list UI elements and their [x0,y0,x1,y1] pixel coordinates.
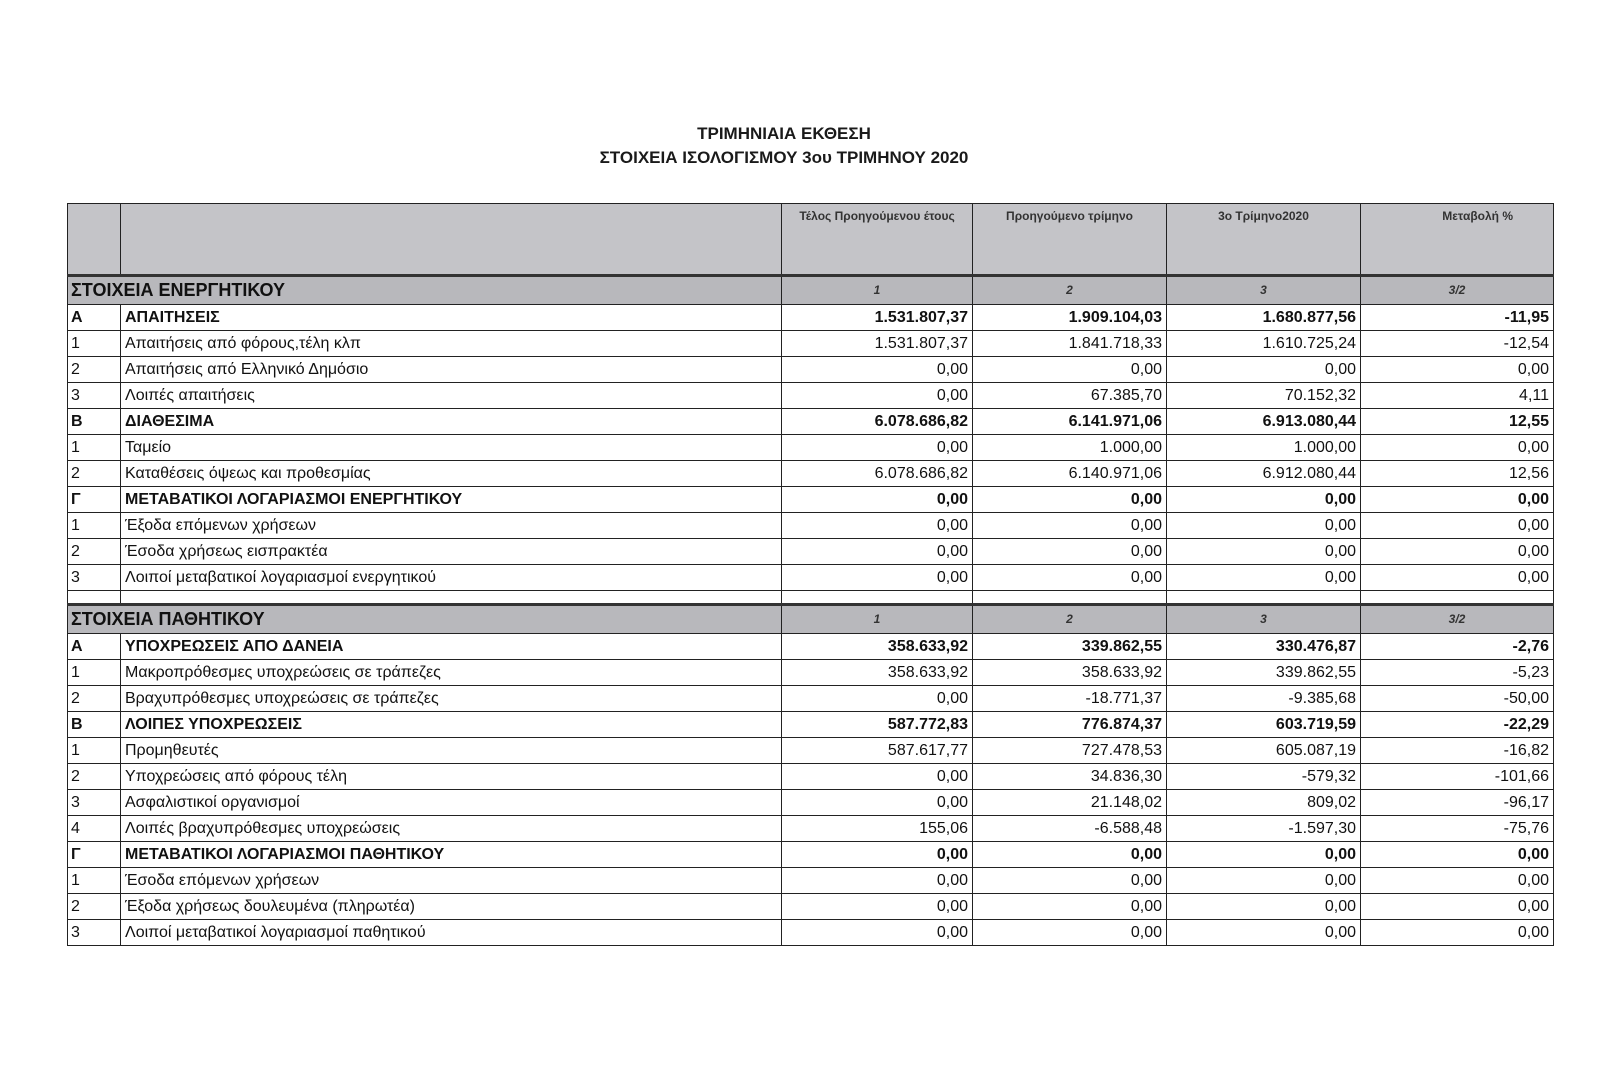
value-change-pct: -50,00 [1361,686,1554,712]
row-code: 4 [68,816,121,842]
value-prev-year-end: 358.633,92 [782,660,973,686]
line-item-row [68,331,1554,357]
value-prev-year-end: 358.633,92 [782,634,973,660]
row-label: Λοιπές βραχυπρόθεσμες υποχρεώσεις [121,816,782,842]
row-code: Γ [68,842,121,868]
line-item-row [68,920,1554,946]
row-label: ΑΠΑΙΤΗΣΕΙΣ [121,305,782,331]
value-prev-quarter: 21.148,02 [973,790,1167,816]
value-prev-quarter: -6.588,48 [973,816,1167,842]
line-item-row [68,513,1554,539]
column-index: 1 [782,276,973,305]
line-item-row [68,565,1554,591]
value-q3-2020: 1.680.877,56 [1167,305,1361,331]
value-change-pct: 0,00 [1361,357,1554,383]
value-change-pct: -5,23 [1361,660,1554,686]
spacer-row [68,591,1554,605]
value-prev-quarter: 0,00 [973,513,1167,539]
value-change-pct: -101,66 [1361,764,1554,790]
value-q3-2020: 6.912.080,44 [1167,461,1361,487]
column-index: 2 [973,276,1167,305]
row-code: 2 [68,357,121,383]
line-item-row [68,894,1554,920]
row-code: 3 [68,920,121,946]
value-prev-quarter: 0,00 [973,842,1167,868]
row-code: 1 [68,513,121,539]
value-prev-quarter: 0,00 [973,357,1167,383]
value-prev-year-end: 0,00 [782,686,973,712]
value-q3-2020: 0,00 [1167,357,1361,383]
report-title-line2: ΣΤΟΙΧΕΙΑ ΙΣΟΛΟΓΙΣΜΟΥ 3ου ΤΡΙΜΗΝΟΥ 2020 [599,148,969,167]
value-q3-2020: -9.385,68 [1167,686,1361,712]
row-code: Β [68,409,121,435]
value-prev-year-end: 0,00 [782,790,973,816]
value-q3-2020: 0,00 [1167,513,1361,539]
column-index: 3 [1167,605,1361,634]
group-row [68,712,1554,738]
value-change-pct: -75,76 [1361,816,1554,842]
line-item-row [68,383,1554,409]
section-title: ΣΤΟΙΧΕΙΑ ΠΑΘΗΤΙΚΟΥ [68,605,782,634]
row-label: Λοιποί μεταβατικοί λογαριασμοί παθητικού [121,920,782,946]
row-label: Λοιποί μεταβατικοί λογαριασμοί ενεργητικού [121,565,782,591]
value-prev-quarter: 34.836,30 [973,764,1167,790]
value-q3-2020: 6.913.080,44 [1167,409,1361,435]
row-label: Έσοδα χρήσεως εισπρακτέα [121,539,782,565]
value-change-pct: 0,00 [1361,487,1554,513]
row-label: Μακροπρόθεσμες υποχρεώσεις σε τράπεζες [121,660,782,686]
line-item-row [68,816,1554,842]
value-q3-2020: 0,00 [1167,487,1361,513]
liabilities-section-header [68,605,1554,634]
row-code: 2 [68,461,121,487]
group-row [68,842,1554,868]
value-prev-year-end: 0,00 [782,868,973,894]
report-title-line1: ΤΡΙΜΗΝΙΑΙΑ ΕΚΘΕΣΗ [697,124,871,143]
value-prev-quarter: 776.874,37 [973,712,1167,738]
row-code: 2 [68,764,121,790]
value-q3-2020: 339.862,55 [1167,660,1361,686]
value-prev-year-end: 0,00 [782,435,973,461]
value-q3-2020: 809,02 [1167,790,1361,816]
row-code: 1 [68,331,121,357]
spacer-cell [68,591,121,605]
line-item-row [68,357,1554,383]
value-q3-2020: 0,00 [1167,894,1361,920]
value-change-pct: -16,82 [1361,738,1554,764]
row-code: 2 [68,686,121,712]
row-label: Ασφαλιστικοί οργανισμοί [121,790,782,816]
row-label: ΔΙΑΘΕΣΙΜΑ [121,409,782,435]
column-index: 1 [782,605,973,634]
value-change-pct: 0,00 [1361,435,1554,461]
value-change-pct: 4,11 [1361,383,1554,409]
value-prev-year-end: 0,00 [782,513,973,539]
value-q3-2020: 0,00 [1167,565,1361,591]
value-change-pct: 0,00 [1361,868,1554,894]
value-prev-quarter: 0,00 [973,868,1167,894]
row-label: Έσοδα επόμενων χρήσεων [121,868,782,894]
value-prev-quarter: 0,00 [973,920,1167,946]
row-label: Λοιπές απαιτήσεις [121,383,782,409]
row-code: 2 [68,539,121,565]
header-prev-quarter: Προηγούμενο τρίμηνο [973,204,1167,276]
line-item-row [68,738,1554,764]
spacer-cell [1361,591,1554,605]
header-empty-cell [121,204,782,276]
row-label: ΜΕΤΑΒΑΤΙΚΟΙ ΛΟΓΑΡΙΑΣΜΟΙ ΕΝΕΡΓΗΤΙΚΟΥ [121,487,782,513]
row-code: Α [68,305,121,331]
value-prev-quarter: 0,00 [973,894,1167,920]
row-code: 3 [68,565,121,591]
report-title [0,122,1618,170]
column-index: 2 [973,605,1167,634]
value-change-pct: -22,29 [1361,712,1554,738]
value-prev-year-end: 0,00 [782,383,973,409]
value-prev-year-end: 0,00 [782,565,973,591]
value-prev-quarter: 67.385,70 [973,383,1167,409]
value-prev-year-end: 0,00 [782,764,973,790]
value-change-pct: -11,95 [1361,305,1554,331]
value-q3-2020: 0,00 [1167,539,1361,565]
row-code: 1 [68,660,121,686]
value-prev-year-end: 587.772,83 [782,712,973,738]
value-prev-quarter: 0,00 [973,565,1167,591]
value-prev-year-end: 0,00 [782,894,973,920]
header-empty-cell [68,204,121,276]
value-prev-quarter: -18.771,37 [973,686,1167,712]
row-code: Γ [68,487,121,513]
spacer-cell [973,591,1167,605]
spacer-cell [782,591,973,605]
value-q3-2020: -1.597,30 [1167,816,1361,842]
value-prev-quarter: 6.140.971,06 [973,461,1167,487]
value-change-pct: -12,54 [1361,331,1554,357]
value-change-pct: 0,00 [1361,513,1554,539]
spacer-cell [121,591,782,605]
value-q3-2020: 603.719,59 [1167,712,1361,738]
row-code: 2 [68,894,121,920]
row-label: ΛΟΙΠΕΣ ΥΠΟΧΡΕΩΣΕΙΣ [121,712,782,738]
column-index: 3/2 [1361,276,1554,305]
header-change-pct: Μεταβολή % [1361,204,1554,276]
row-label: Έξοδα επόμενων χρήσεων [121,513,782,539]
line-item-row [68,461,1554,487]
assets-section-header [68,276,1554,305]
line-item-row [68,660,1554,686]
balance-sheet-table [67,203,1554,946]
value-prev-quarter: 1.841.718,33 [973,331,1167,357]
row-label: Απαιτήσεις από Ελληνικό Δημόσιο [121,357,782,383]
value-change-pct: -96,17 [1361,790,1554,816]
row-code: Β [68,712,121,738]
row-label: Ταμείο [121,435,782,461]
line-item-row [68,686,1554,712]
header-prev-year-end: Τέλος Προηγούμενου έτους [782,204,973,276]
row-label: ΥΠΟΧΡΕΩΣΕΙΣ ΑΠΟ ΔΑΝΕΙΑ [121,634,782,660]
line-item-row [68,435,1554,461]
spacer-cell [1167,591,1361,605]
value-change-pct: -2,76 [1361,634,1554,660]
group-row [68,487,1554,513]
value-prev-year-end: 6.078.686,82 [782,461,973,487]
value-prev-year-end: 0,00 [782,487,973,513]
value-prev-quarter: 358.633,92 [973,660,1167,686]
row-code: 1 [68,738,121,764]
line-item-row [68,868,1554,894]
value-q3-2020: 1.610.725,24 [1167,331,1361,357]
group-row [68,305,1554,331]
group-row [68,634,1554,660]
value-prev-year-end: 6.078.686,82 [782,409,973,435]
line-item-row [68,790,1554,816]
value-change-pct: 0,00 [1361,920,1554,946]
value-prev-quarter: 1.000,00 [973,435,1167,461]
value-change-pct: 0,00 [1361,565,1554,591]
value-change-pct: 12,55 [1361,409,1554,435]
value-change-pct: 0,00 [1361,894,1554,920]
header-q3-2020: 3ο Τρίμηνο2020 [1167,204,1361,276]
value-q3-2020: 0,00 [1167,842,1361,868]
value-change-pct: 0,00 [1361,539,1554,565]
value-q3-2020: 0,00 [1167,868,1361,894]
value-q3-2020: -579,32 [1167,764,1361,790]
value-prev-year-end: 0,00 [782,842,973,868]
value-prev-quarter: 0,00 [973,487,1167,513]
row-label: Υποχρεώσεις από φόρους τέλη [121,764,782,790]
row-code: Α [68,634,121,660]
group-row [68,409,1554,435]
value-q3-2020: 70.152,32 [1167,383,1361,409]
value-prev-quarter: 6.141.971,06 [973,409,1167,435]
value-prev-quarter: 339.862,55 [973,634,1167,660]
section-title: ΣΤΟΙΧΕΙΑ ΕΝΕΡΓΗΤΙΚΟΥ [68,276,782,305]
value-change-pct: 0,00 [1361,842,1554,868]
row-label: Έξοδα χρήσεως δουλευμένα (πληρωτέα) [121,894,782,920]
value-prev-quarter: 727.478,53 [973,738,1167,764]
line-item-row [68,764,1554,790]
value-prev-year-end: 155,06 [782,816,973,842]
value-change-pct: 12,56 [1361,461,1554,487]
value-q3-2020: 1.000,00 [1167,435,1361,461]
value-prev-year-end: 1.531.807,37 [782,331,973,357]
row-code: 1 [68,435,121,461]
row-label: ΜΕΤΑΒΑΤΙΚΟΙ ΛΟΓΑΡΙΑΣΜΟΙ ΠΑΘΗΤΙΚΟΥ [121,842,782,868]
value-q3-2020: 605.087,19 [1167,738,1361,764]
row-label: Προμηθευτές [121,738,782,764]
value-prev-quarter: 0,00 [973,539,1167,565]
value-prev-quarter: 1.909.104,03 [973,305,1167,331]
value-prev-year-end: 0,00 [782,920,973,946]
column-index: 3/2 [1361,605,1554,634]
value-q3-2020: 330.476,87 [1167,634,1361,660]
value-prev-year-end: 1.531.807,37 [782,305,973,331]
value-prev-year-end: 587.617,77 [782,738,973,764]
column-index: 3 [1167,276,1361,305]
line-item-row [68,539,1554,565]
row-code: 1 [68,868,121,894]
row-code: 3 [68,383,121,409]
value-prev-year-end: 0,00 [782,539,973,565]
value-prev-year-end: 0,00 [782,357,973,383]
row-label: Απαιτήσεις από φόρους,τέλη κλπ [121,331,782,357]
table-header-row [68,204,1554,276]
row-code: 3 [68,790,121,816]
value-q3-2020: 0,00 [1167,920,1361,946]
row-label: Βραχυπρόθεσμες υποχρεώσεις σε τράπεζες [121,686,782,712]
row-label: Καταθέσεις όψεως και προθεσμίας [121,461,782,487]
